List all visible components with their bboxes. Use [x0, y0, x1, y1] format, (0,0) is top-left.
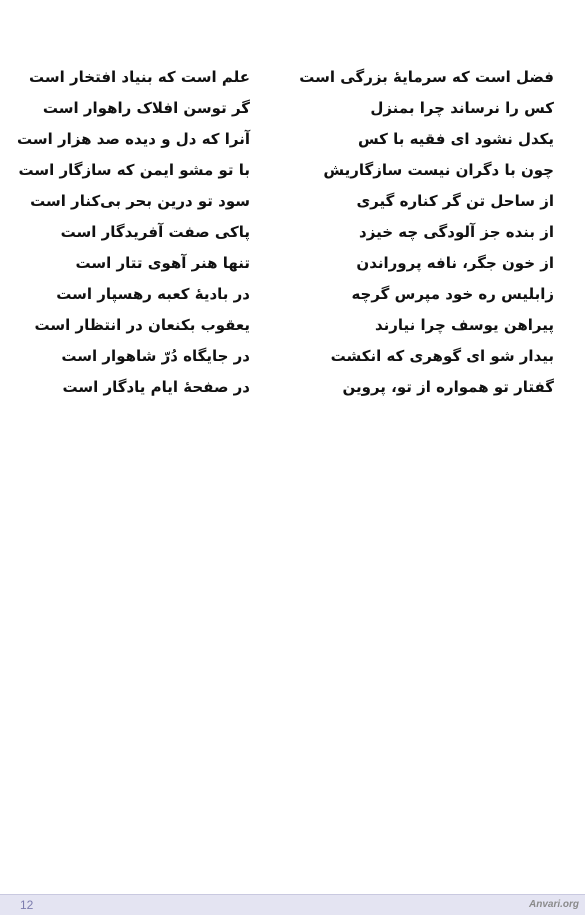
verse-line: علم است که بنیاد افتخار است — [29, 68, 250, 86]
verse-line: چون با دگران نیست سازگاریش — [323, 161, 554, 179]
verse-line: با تو مشو ایمن که سازگار است — [18, 161, 250, 179]
verse-line: از ساحل تن گر کناره گیری — [356, 192, 554, 210]
verse-line: بیدار شو ای گوهری که انکشت — [330, 347, 554, 365]
poem-right-column — [299, 62, 554, 403]
verse-line: گفتار تو همواره از تو، پروین — [342, 378, 554, 396]
verse-line: گر توسن افلاک راهوار است — [42, 99, 250, 117]
verse-line: تنها هنر آهوی تتار است — [75, 254, 250, 272]
verse-line: از بنده جز آلودگی چه خیزد — [359, 223, 554, 241]
verse-line: یکدل نشود ای فقیه با کس — [357, 130, 554, 148]
verse-line: در صفحهٔ ایام یادگار است — [62, 378, 250, 396]
verse-line: از خون جگر، نافه پروراندن — [356, 254, 554, 272]
verse-line: پیراهن یوسف چرا نیارند — [374, 316, 554, 334]
verse-line: یعقوب بکنعان در انتظار است — [34, 316, 250, 334]
page-number: 12 — [20, 898, 34, 912]
watermark-logo: Anvari.org — [528, 899, 579, 910]
poem — [17, 62, 554, 403]
poem-left-column — [17, 62, 250, 403]
verse-line: در جایگاه دُرّ شاهوار است — [61, 347, 250, 365]
verse-line: در بادیهٔ کعبه رهسپار است — [56, 285, 250, 303]
page-footer — [0, 894, 585, 915]
verse-line: آنرا که دل و دیده صد هزار است — [17, 130, 250, 148]
verse-line: کس را نرساند چرا بمنزل — [370, 99, 554, 117]
verse-line: زابلیس ره خود مپرس گرچه — [351, 285, 554, 303]
verse-line: فضل است که سرمایهٔ بزرگی است — [299, 68, 554, 86]
verse-line: پاکی صفت آفریدگار است — [60, 223, 250, 241]
verse-line: سود تو درین بحر بی‌کنار است — [30, 192, 250, 210]
